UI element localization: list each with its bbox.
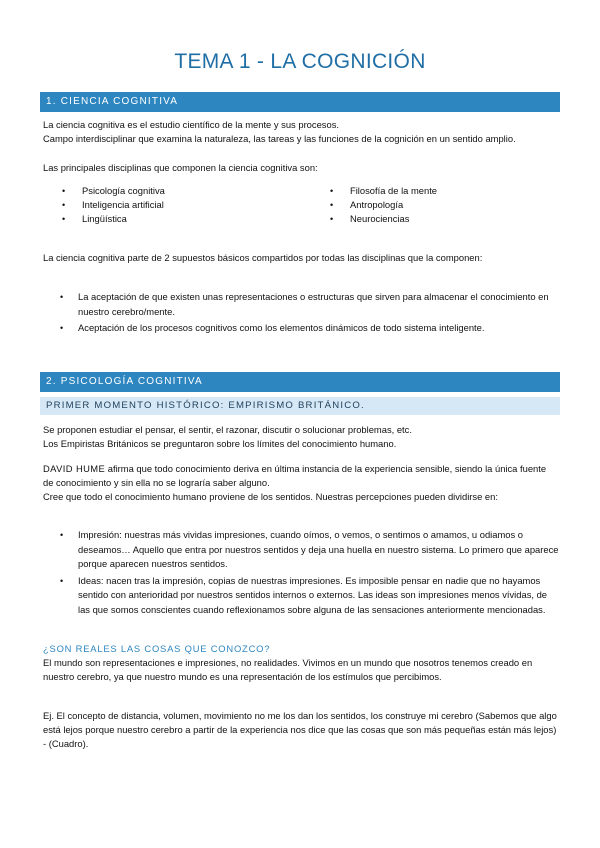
list-item: • Antropología: [330, 198, 550, 212]
perceptions-list: [60, 528, 560, 619]
disciplines-list-left: [62, 184, 292, 226]
list-item: • Aceptación de los procesos cognitivos como los elementos dinámicos de todo sistema inteligente.: [60, 321, 560, 336]
list-item: • Lingüística: [62, 212, 292, 226]
page-title: TEMA 1 - LA COGNICIÓN: [174, 50, 426, 73]
list-item: • La aceptación de que existen unas representaciones o estructuras que sirven para almacenar el conocimiento en nuestro cerebro/mente.: [60, 290, 560, 319]
question-heading: ¿SON REALES LAS COSAS QUE CONOZCO?: [43, 643, 271, 654]
list-item: • Inteligencia artificial: [62, 198, 292, 212]
disciplines-list-right: [330, 184, 550, 226]
answer-text: El mundo son representaciones e impresiones, no realidades. Vivimos en un mundo que nosotros tenemos creado en nuestro cerebro, ya que nuestro mundo es una representación de los estímulos que percibimos.: [43, 657, 533, 682]
list-item: • Ideas: nacen tras la impresión, copias de nuestras impresiones. Es imposible pensar en nadie que no hayamos sentido con anterioridad por nuestros sentidos internos o externos. Las ideas son impresiones menos vívidas, de las que somos conscientes cuando reflexionamos sobre alguna de las sensaciones anteriormente mencionadas.: [60, 574, 560, 618]
hume-name: DAVID HUME: [43, 463, 106, 474]
assumptions-list: [60, 290, 560, 338]
interdisciplinary-text: Campo interdisciplinar que examina la naturaleza, las tareas y las funciones de la cognición en un sentido amplio.: [43, 133, 516, 144]
disciplines-intro: Las principales disciplinas que componen la ciencia cognitiva son:: [43, 162, 318, 173]
list-item: • Neurociencias: [330, 212, 550, 226]
hume-paragraph-2: Cree que todo el conocimiento humano proviene de los sentidos. Nuestras percepciones pueden dividirse en:: [43, 491, 498, 502]
section-1-heading: 1. CIENCIA COGNITIVA: [40, 92, 560, 112]
assumptions-intro: La ciencia cognitiva parte de 2 supuestos básicos compartidos por todas las disciplinas que la componen:: [43, 252, 483, 263]
hume-paragraph: [43, 462, 559, 490]
list-item: • Psicología cognitiva: [62, 184, 292, 198]
hume-text: afirma que todo conocimiento deriva en última instancia de la experiencia sensible, siendo la única fuente de conocimiento y sin ella no se lograría saber alguno.: [43, 463, 547, 488]
list-item: • Impresión: nuestras más vividas impresiones, cuando oímos, o vemos, o sentimos o amamos, u odiamos o deseamos… Aquello que entra por nuestros sentidos y deja una huella en nuestro sistema. Lo primero que aparece porque aparecen nuestros sentidos.: [60, 528, 560, 572]
intro-text-2: Los Empiristas Británicos se preguntaron sobre los límites del conocimiento humano.: [43, 438, 397, 449]
example-text: Ej. El concepto de distancia, volumen, movimiento no me los dan los sentidos, los construye mi cerebro (Sabemos que algo está lejos porque nuestro cerebro a partir de la experiencia nos dice que las cosas que son más pequeñas están más lejos) - (Cuadro).: [43, 710, 557, 749]
list-item: • Filosofía de la mente: [330, 184, 550, 198]
definition-text: La ciencia cognitiva es el estudio científico de la mente y sus procesos.: [43, 119, 339, 130]
subsection-heading: PRIMER MOMENTO HISTÓRICO: EMPIRISMO BRITÁNICO.: [40, 397, 560, 415]
section-2-heading: 2. PSICOLOGÍA COGNITIVA: [40, 372, 560, 392]
intro-text-1: Se proponen estudiar el pensar, el sentir, el razonar, discutir o solucionar problemas, etc.: [43, 424, 412, 435]
